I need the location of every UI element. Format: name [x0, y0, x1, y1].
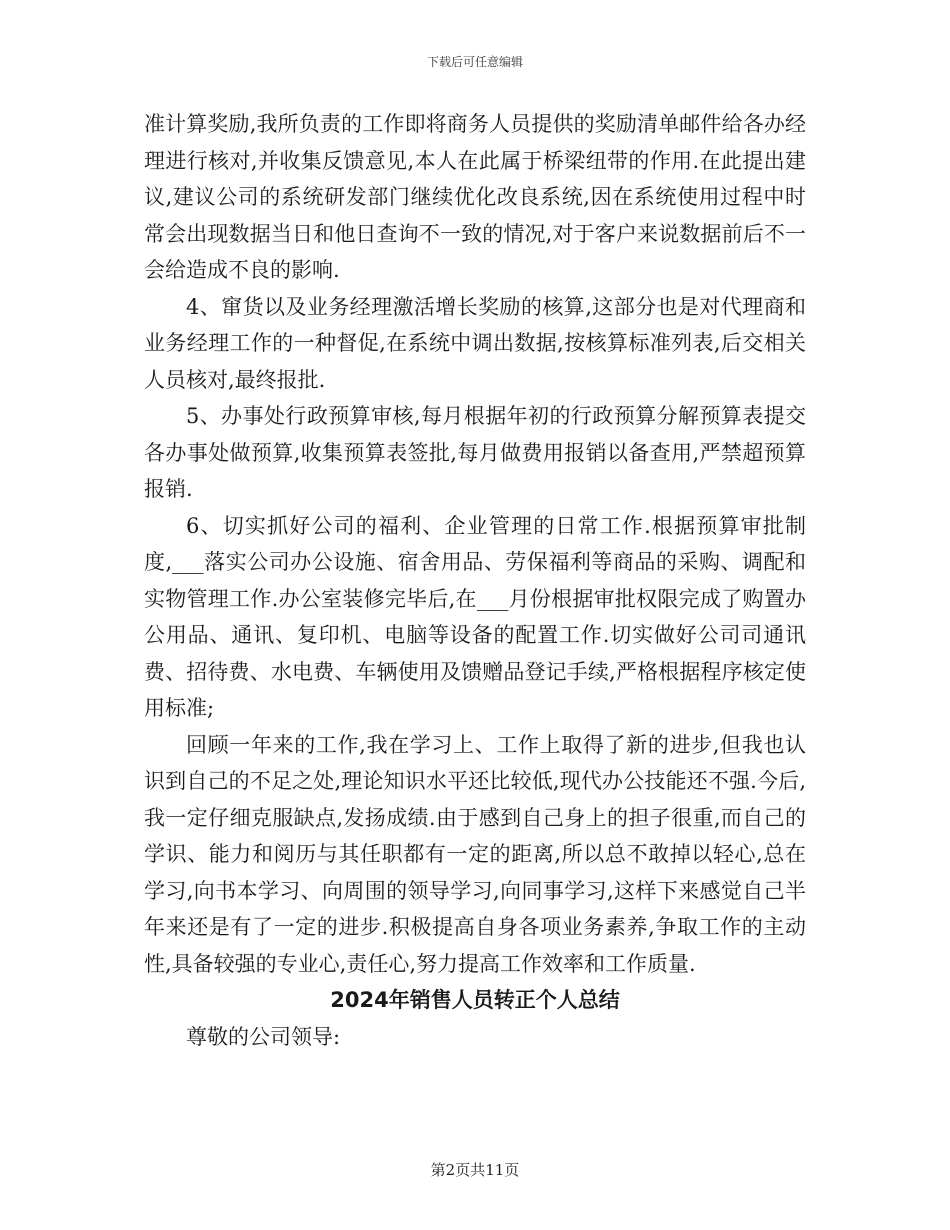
- paragraph-review: 回顾一年来的工作,我在学习上、工作上取得了新的进步,但我也认识到自己的不足之处,理论知识水平还比较低,现代办公技能还不强.今后,我一定仔细克服缺点,发扬成绩.由于感到自己身上的担子很重,而自己的学识、能力和阅历与其任职都有一定的距离,所以总不敢掉以轻心,总在学习,向书本学习、向周围的领导学习,向同事学习,这样下来感觉自己半年来还是有了一定的进步.积极提高自身各项业务素养,争取工作的主动性,具备较强的专业心,责任心,努力提高工作效率和工作质量.: [144, 732, 806, 976]
- salutation: 尊敬的公司领导:: [186, 1024, 341, 1049]
- page-number: 第2页共11页: [430, 1161, 520, 1179]
- document-body: [144, 106, 806, 1055]
- page-header: 下载后可任意编辑: [426, 55, 523, 69]
- section-title: 2024年销售人员转正个人总结: [330, 988, 620, 1012]
- paragraph-item-4: 4、窜货以及业务经理激活增长奖励的核算,这部分也是对代理商和业务经理工作的一种督促,在系统中调出数据,按核算标准列表,后交相关人员核对,最终报批.: [144, 294, 806, 392]
- paragraph-continuation: 准计算奖励,我所负责的工作即将商务人员提供的奖励清单邮件给各办经理进行核对,并收集反馈意见,本人在此属于桥梁纽带的作用.在此提出建议,建议公司的系统研发部门继续优化改良系统,因在系统使用过程中时常会出现数据当日和他日查询不一致的情况,对于客户来说数据前后不一会给造成不良的影响.: [144, 112, 806, 282]
- paragraph-item-5: 5、办事处行政预算审核,每月根据年初的行政预算分解预算表提交各办事处做预算,收集预算表签批,每月做费用报销以备查用,严禁超预算报销.: [144, 404, 806, 501]
- paragraph-item-6: 6、切实抓好公司的福利、企业管理的日常工作.根据预算审批制度,___落实公司办公设施、宿舍用品、劳保福利等商品的采购、调配和实物管理工作.办公室装修完毕后,在___月份根据审批权限完成了购置办公用品、通讯、复印机、电脑等设备的配置工作.切实做好公司司通讯费、招待费、水电费、车辆使用及馈赠品登记手续,严格根据程序核定使用标准;: [144, 513, 806, 720]
